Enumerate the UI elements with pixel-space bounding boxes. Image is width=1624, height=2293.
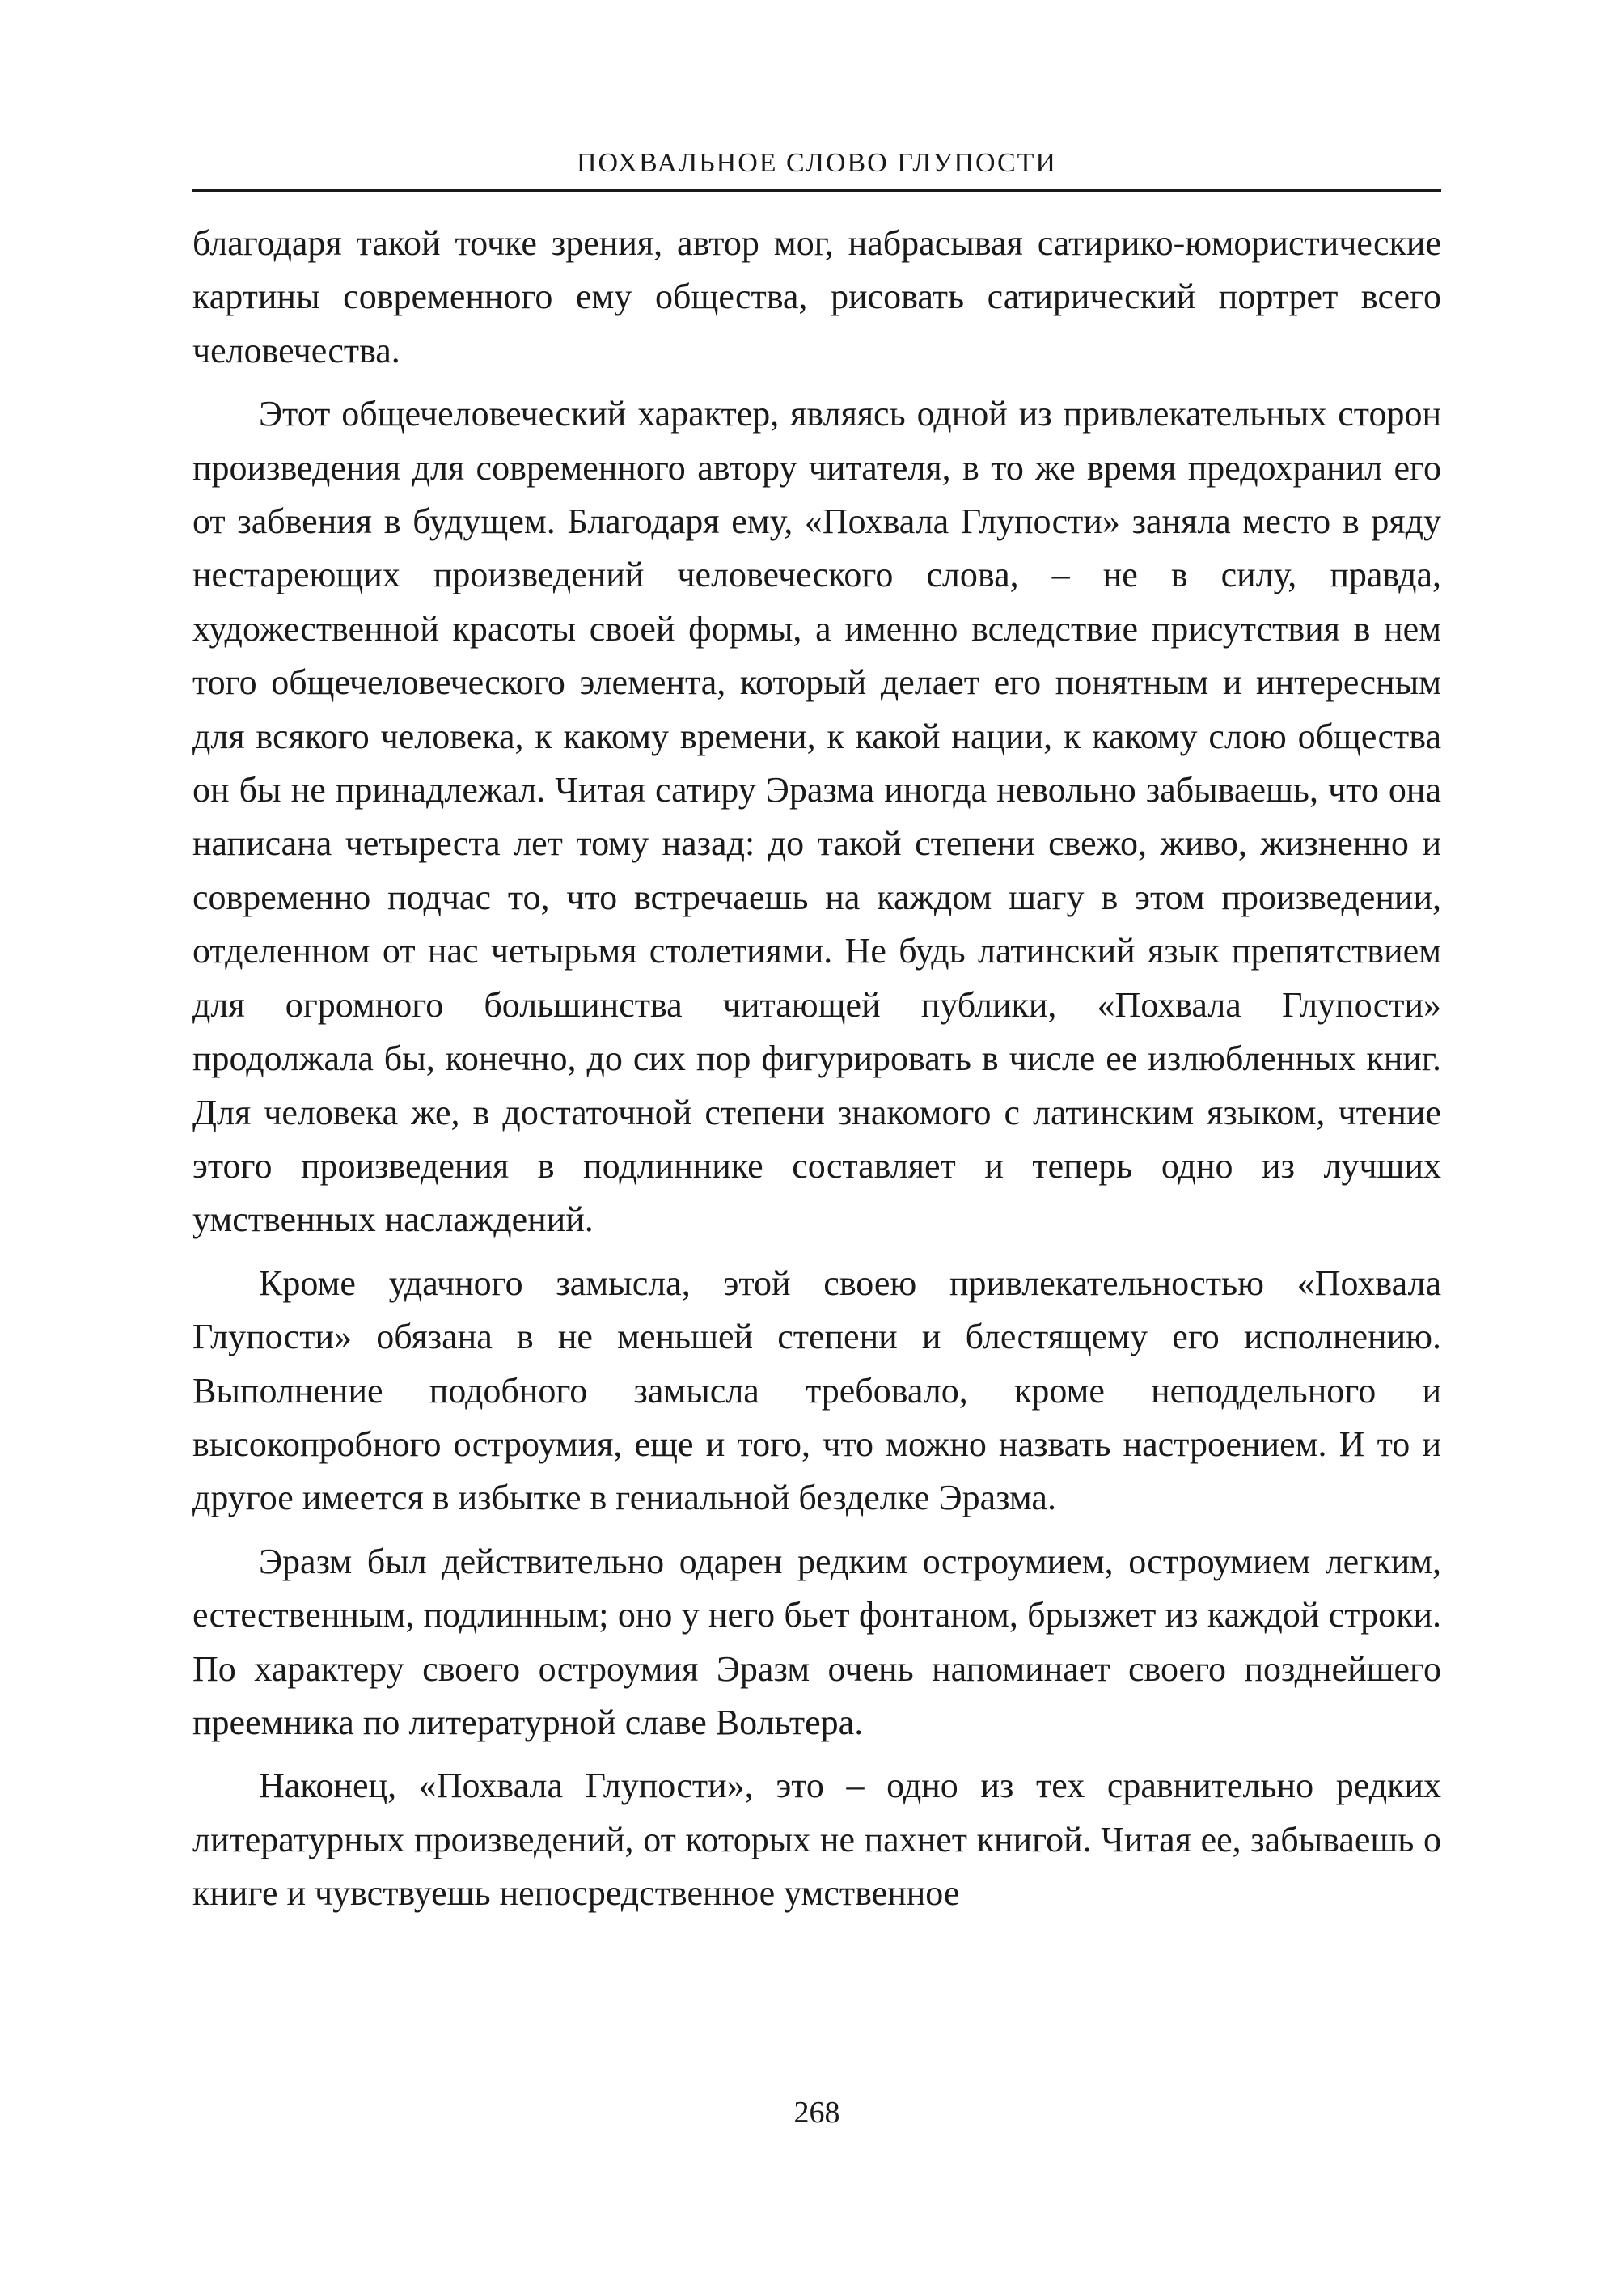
paragraph-1: благодаря такой точке зрения, автор мог, набрасывая сатирико-юмористические картины современного ему общества, рисовать сатирический портрет всего человечества.	[192, 223, 1441, 370]
running-title: ПОХВАЛЬНОЕ СЛОВО ГЛУПОСТИ	[577, 148, 1057, 178]
page-number: 268	[793, 2096, 840, 2130]
paragraph-3: Кроме удачного замысла, этой своею привлекательностью «Похвала Глупости» обязана в не меньшей степени и блестящему его исполнению. Выполнение подобного замысла требовало, кроме неподдельного и высокопробного остроумия, еще и того, что можно назвать настроением. И то и другое имеется в избытке в гениальной безделке Эразма.	[192, 1263, 1441, 1518]
paragraph-4: Эразм был действительно одарен редким остроумием, остроумием легким, естественным, подлинным; оно у него бьет фонтаном, брызжет из каждой строки. По характеру своего остроумия Эразм очень напоминает своего позднейшего преемника по литературной славе Вольтера.	[192, 1541, 1441, 1742]
header-rule	[192, 189, 1441, 192]
page-text	[192, 217, 1441, 1921]
paragraph-2: Этот общечеловеческий характер, являясь одной из привлекательных сторон произведения для современного автору читателя, в то же время предохранил его от забвения в будущем. Благодаря ему, «Похвала Глупости» заняла место в ряду нестареющих произведений человеческого слова, – не в силу, правда, художественной красоты своей формы, а именно вследствие присутствия в нем того общечеловеческого элемента, который делает его понятным и интересным для всякого человека, к какому времени, к какой нации, к какому слою общества он бы не принадлежал. Читая сатиру Эразма иногда невольно забываешь, что она написана четыреста лет тому назад: до такой степени свежо, живо, жизненно и современно подчас то, что встречаешь на каждом шагу в этом произведении, отделенном от нас четырьмя столетиями. Не будь латинский язык препятствием для огромного большинства читающей публики, «Похвала Глупости» продолжала бы, конечно, до сих пор фигурировать в числе ее излюбленных книг. Для человека же, в достаточной степени знакомого с латинским языком, чтение этого произведения в подлиннике составляет и теперь одно из лучших умственных наслаждений.	[192, 394, 1441, 1240]
paragraph-5: Наконец, «Похвала Глупости», это – одно из тех сравнительно редких литературных произведений, от которых не пахнет книгой. Читая ее, забываешь о книге и чувствуешь непосредственное умственное	[192, 1766, 1441, 1914]
